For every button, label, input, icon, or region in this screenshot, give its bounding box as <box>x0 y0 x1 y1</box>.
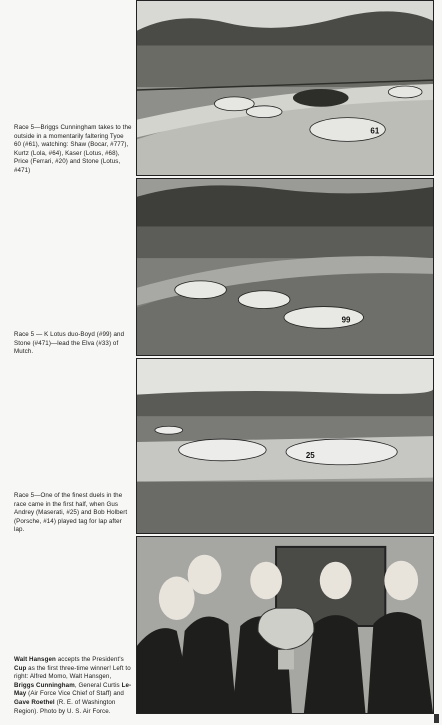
page-edge-mark <box>434 714 439 723</box>
caption-4-text-d: (Air Force Vice Chief of Staff) and <box>26 690 124 698</box>
caption-4-text-b: as the first three-time winner! Left to right: Alfred Momo, Walt Hansgen, <box>14 664 131 681</box>
photo-race5-cunningham <box>136 0 434 176</box>
caption-4-text-e: (R. E. of Washington Region). Photo by U. S. Air Force. <box>14 698 116 715</box>
caption-photo-3: Race 5—One of the finest duels in the race came in the first half, when Gus Andrey (Maserati, #25) and Bob Holbert (Porsche, #14) played tag for lap after lap. <box>14 492 128 534</box>
photo-maserati-porsche-duel <box>136 358 434 534</box>
caption-4-cup: Cup <box>14 664 27 672</box>
caption-photo-1: Race 5—Briggs Cunningham takes to the outside in a momentarily faltering Tyoe 60 (#61), watching: Shaw (Bocar, #777), Kurtz (Lola, #64), Kaser (Lotus, #68), Price (Ferrari, #20) and Stone (Lotus, #471) <box>14 124 132 174</box>
car-number-25: 25 <box>305 450 315 460</box>
caption-4-gave: Gave Roethel <box>14 698 55 706</box>
caption-4-lead-name: Walt Hansgen <box>14 656 56 663</box>
car-number-61: 61 <box>370 126 380 136</box>
caption-photo-4 <box>14 656 132 716</box>
caption-4-text-c: , General Curtis <box>74 681 122 689</box>
caption-4-briggs: Briggs Cunningham <box>14 681 75 689</box>
caption-photo-2: Race 5 — K Lotus duo-Boyd (#99) and Stone (#471)—lead the Elva (#33) of Mutch. <box>14 331 125 356</box>
caption-4-text-a: accepts the President's <box>55 656 124 663</box>
photo-trophy-presentation <box>136 536 434 714</box>
car-number-99: 99 <box>341 315 351 325</box>
photo-lotus-duo <box>136 178 434 356</box>
caption-4-lemay: Le-May <box>14 681 132 698</box>
